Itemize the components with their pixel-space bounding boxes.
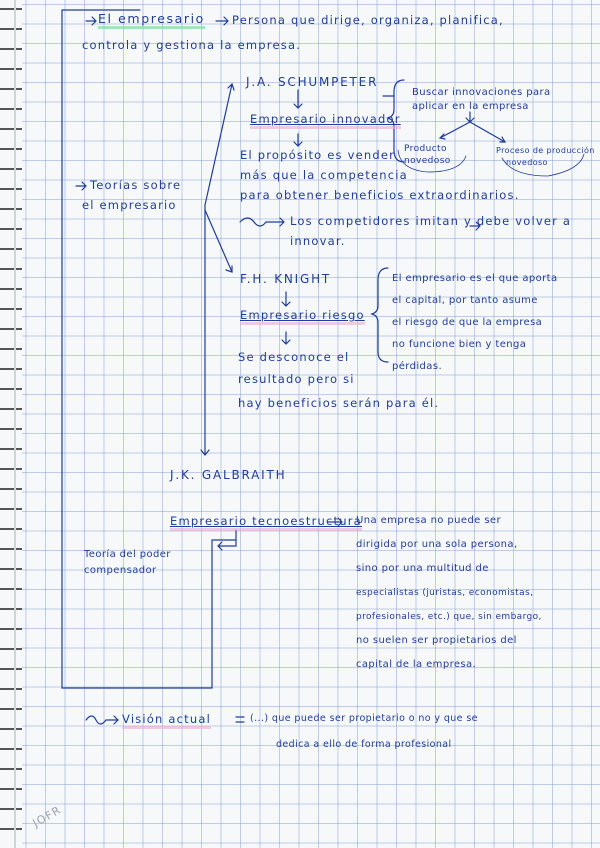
spine-to-galbraith — [201, 205, 209, 455]
knight-bracket-line4: no funcione bien y tenga — [392, 339, 527, 350]
knight-text-line3: hay beneficios serán para él. — [238, 396, 440, 410]
header-definition-line2: controla y gestiona la empresa. — [82, 38, 302, 52]
branch-right-line2: novedoso — [506, 158, 548, 167]
schumpeter-arrow-2 — [294, 134, 302, 146]
header-arrow — [86, 17, 96, 25]
knight-text-line2: resultado pero si — [238, 372, 355, 386]
header-definition-line1: Persona que dirige, organiza, planifica, — [232, 13, 504, 27]
galbraith-name: J.K. GALBRAITH — [170, 468, 287, 482]
schumpeter-bracket-line2: aplicar en la empresa — [412, 101, 529, 112]
knight-arrow-1 — [282, 292, 290, 306]
galbraith-text-line7: capital de la empresa. — [356, 659, 477, 670]
knight-bracket-line1: El empresario es el que aporta — [392, 273, 558, 284]
knight-bracket-line2: el capital, por tanto asume — [392, 295, 538, 306]
schumpeter-text-line4: Los competidores imitan y debe volver a — [290, 214, 572, 228]
vision-label: Visión actual — [122, 712, 211, 729]
knight-text-line1: Se desconoce el — [238, 350, 350, 364]
knight-type: Empresario riesgo — [240, 308, 365, 325]
schumpeter-name: J.A. SCHUMPETER — [246, 75, 379, 89]
spine-line — [205, 84, 234, 205]
schumpeter-text-line2: más que la competencia — [240, 168, 408, 182]
vision-equal — [236, 717, 244, 722]
branch-left — [440, 122, 470, 139]
galbraith-text-line5: profesionales, etc.) que, sin embargo, — [356, 612, 542, 622]
schumpeter-text-line3: para obtener beneficios extraordinarios. — [240, 188, 520, 202]
footer-stamp: JOFR — [30, 803, 64, 830]
knight-bracket-line3: el riesgo de que la empresa — [392, 317, 543, 328]
galbraith-side-line1: Teoría del poder — [84, 549, 171, 560]
galbraith-type: Empresario tecnoestructura — [170, 514, 362, 531]
header-title: El empresario — [98, 12, 205, 29]
knight-arrow-2 — [282, 332, 290, 344]
vision-line1: (...) que puede ser propietario o no y que se — [250, 713, 478, 724]
galbraith-text-line6: no suelen ser propietarios del — [356, 635, 517, 646]
def-arrow — [216, 17, 228, 25]
theories-label-line2: el empresario — [82, 198, 177, 212]
theories-arrow — [76, 182, 86, 190]
theories-label-line1: Teorías sobre — [90, 178, 182, 192]
vision-line2: dedica a ello de forma profesional — [276, 739, 452, 750]
schumpeter-bracket-line1: Buscar innovaciones para — [412, 87, 551, 98]
galbraith-side-line2: compensador — [84, 565, 157, 576]
branch-right — [470, 122, 505, 142]
galbraith-text-line1: Una empresa no puede ser — [356, 515, 501, 526]
galbraith-text-line4: especialistas (juristas, economistas, — [356, 588, 534, 598]
galbraith-text-line2: dirigida por una sola persona, — [356, 539, 518, 550]
knight-bracket — [372, 268, 388, 362]
branch-left-line1: Producto — [404, 144, 447, 154]
competitors-arrow — [240, 218, 284, 226]
galbraith-text-line3: sino por una multitud de — [356, 563, 489, 574]
vision-arrow — [86, 716, 118, 724]
branch-right-line1: Proceso de producción — [496, 146, 595, 155]
schumpeter-text-line5: innovar. — [290, 234, 346, 248]
schumpeter-arrow-1 — [294, 90, 302, 108]
branch-left-line2: novedoso — [404, 156, 451, 166]
schumpeter-text-line1: El propósito es vender — [240, 148, 396, 162]
knight-bracket-line5: pérdidas. — [392, 361, 443, 372]
outer-frame-line — [62, 10, 236, 688]
knight-name: F.H. KNIGHT — [240, 272, 332, 286]
spine-to-knight — [205, 210, 232, 272]
schumpeter-type: Empresario innovador — [250, 112, 401, 129]
